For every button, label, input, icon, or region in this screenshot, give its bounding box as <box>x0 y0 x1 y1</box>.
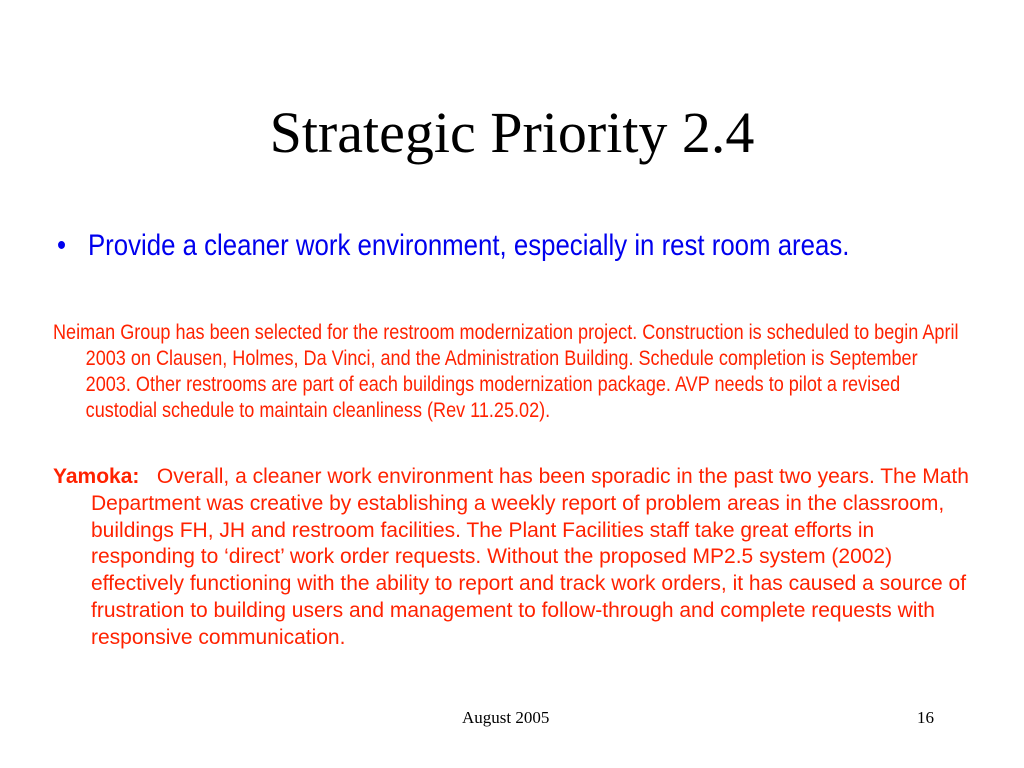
yamoka-text: Overall, a cleaner work environment has been sporadic in the past two years. The Math Department was creative by establishing a weekly report of problem areas in the classroom, buildings FH, JH and restroom facilities. The Plant Facilities staff take great efforts in responding to ‘direct’ work order requests. Without the proposed MP2.5 system (2002) effectively functioning with the ability to report and track work orders, it has caused a source of frustration to building users and management to follow-through and complete requests with responsive communication. <box>91 465 969 649</box>
bullet-marker: • <box>57 229 67 262</box>
slide-title: Strategic Priority 2.4 <box>269 100 755 165</box>
yamoka-paragraph <box>53 464 983 652</box>
main-bullet <box>57 227 848 264</box>
footer-page-number: 16 <box>917 708 934 727</box>
neiman-paragraph: Neiman Group has been selected for the restroom modernization project. Construction is scheduled to begin April 2003 on Clausen, Holmes, Da Vinci, and the Administration Building. Schedule completion is September 2003. Other restrooms are part of each buildings modernization package. AVP needs to pilot a revised custodial schedule to maintain cleanliness (Rev 11.25.02). <box>53 321 959 422</box>
footer-date: August 2005 <box>462 708 550 727</box>
main-bullet-text: Provide a cleaner work environment, especially in rest room areas. <box>87 229 850 262</box>
yamoka-label: Yamoka: <box>53 465 140 488</box>
